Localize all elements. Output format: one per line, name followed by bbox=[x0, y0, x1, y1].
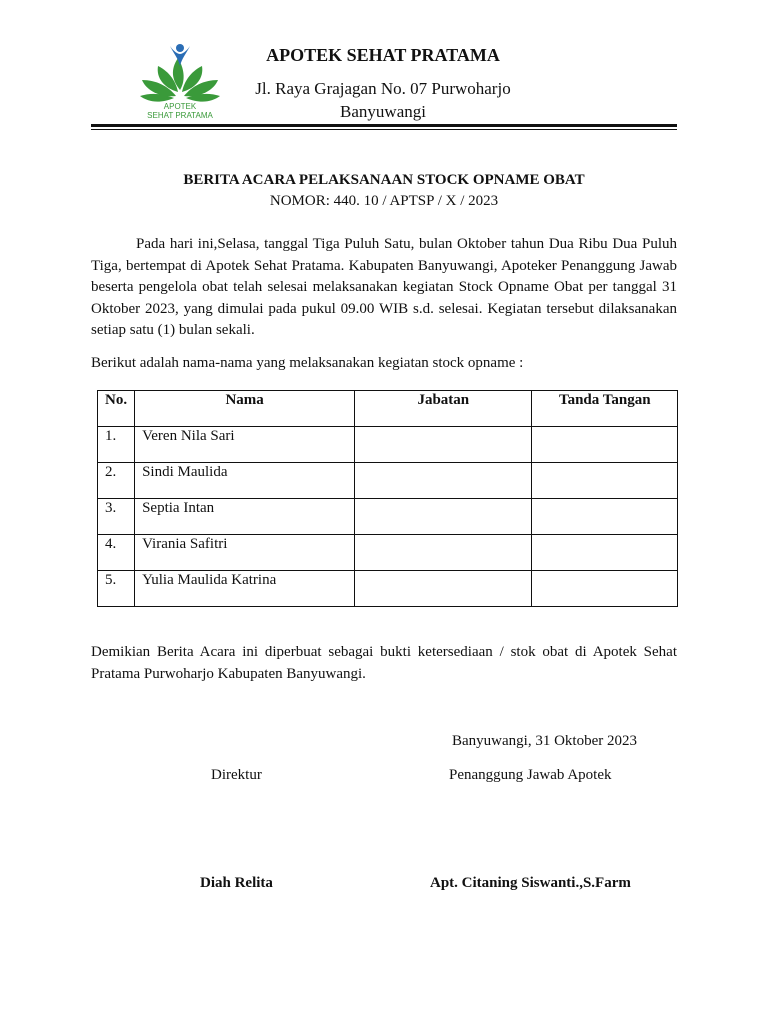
closing-paragraph: Demikian Berita Acara ini diperbuat sebagai bukti ketersediaan / stok obat di Apotek Sehat Pratama Purwoharjo Kabupaten Banyuwangi. bbox=[91, 644, 677, 682]
pharmacist-role: Penanggung Jawab Apotek bbox=[449, 767, 612, 783]
cell-nama: Veren Nila Sari bbox=[135, 427, 355, 463]
table-row bbox=[98, 499, 678, 535]
cell-tanda-tangan bbox=[532, 499, 678, 535]
pharmacy-logo bbox=[134, 40, 226, 122]
document-title: BERITA ACARA PELAKSANAAN STOCK OPNAME OBAT bbox=[183, 172, 585, 188]
leaf-person-logo-icon bbox=[134, 40, 226, 122]
intro-text: Berikut adalah nama-nama yang melaksanakan kegiatan stock opname : bbox=[91, 355, 524, 371]
participants-table bbox=[97, 390, 678, 607]
cell-jabatan bbox=[355, 571, 532, 607]
table-row bbox=[98, 463, 678, 499]
opening-paragraph: Pada hari ini,Selasa, tanggal Tiga Puluh Satu, bulan Oktober tahun Dua Ribu Dua Puluh Tiga, bertempat di Apotek Sehat Pratama. Kabupaten Banyuwangi, Apoteker Penanggung Jawab beserta pengelola obat telah selesai melaksanakan kegiatan Stock Opname Obat per tanggal 31 Oktober 2023, yang dimulai pada pukul 09.00 WIB s.d. selesai. Kegiatan tersebut dilaksanakan setiap satu (1) bulan sekali. bbox=[91, 236, 677, 338]
cell-jabatan bbox=[355, 463, 532, 499]
address-line1: Jl. Raya Grajagan No. 07 Purwoharjo bbox=[255, 79, 511, 98]
table-row bbox=[98, 571, 678, 607]
table-header-row bbox=[98, 391, 678, 427]
document-number: NOMOR: 440. 10 / APTSP / X / 2023 bbox=[269, 193, 499, 209]
table-row bbox=[98, 535, 678, 571]
director-role: Direktur bbox=[211, 767, 262, 783]
cell-nama: Septia Intan bbox=[135, 499, 355, 535]
header-divider-thick bbox=[91, 124, 677, 127]
header-tanda-tangan: Tanda Tangan bbox=[532, 391, 678, 427]
cell-nama: Virania Safitri bbox=[135, 535, 355, 571]
logo-text-line2: SEHAT PRATAMA bbox=[147, 111, 213, 120]
cell-tanda-tangan bbox=[532, 427, 678, 463]
header-no: No. bbox=[98, 391, 135, 427]
cell-no: 1. bbox=[98, 427, 135, 463]
cell-no: 3. bbox=[98, 499, 135, 535]
director-name: Diah Relita bbox=[200, 875, 273, 891]
pharmacist-name: Apt. Citaning Siswanti.,S.Farm bbox=[430, 875, 631, 891]
place-date: Banyuwangi, 31 Oktober 2023 bbox=[452, 733, 637, 749]
cell-jabatan bbox=[355, 427, 532, 463]
cell-tanda-tangan bbox=[532, 571, 678, 607]
cell-nama: Yulia Maulida Katrina bbox=[135, 571, 355, 607]
table-row bbox=[98, 427, 678, 463]
cell-no: 4. bbox=[98, 535, 135, 571]
logo-text-line1: APOTEK bbox=[163, 102, 197, 111]
cell-jabatan bbox=[355, 535, 532, 571]
cell-tanda-tangan bbox=[532, 463, 678, 499]
cell-no: 5. bbox=[98, 571, 135, 607]
header-jabatan: Jabatan bbox=[355, 391, 532, 427]
cell-jabatan bbox=[355, 499, 532, 535]
cell-tanda-tangan bbox=[532, 535, 678, 571]
header-divider-thin bbox=[91, 129, 677, 130]
header-nama: Nama bbox=[135, 391, 355, 427]
cell-nama: Sindi Maulida bbox=[135, 463, 355, 499]
address-line2: Banyuwangi bbox=[340, 102, 426, 121]
org-name: APOTEK SEHAT PRATAMA bbox=[266, 45, 500, 65]
cell-no: 2. bbox=[98, 463, 135, 499]
org-address bbox=[230, 77, 536, 123]
